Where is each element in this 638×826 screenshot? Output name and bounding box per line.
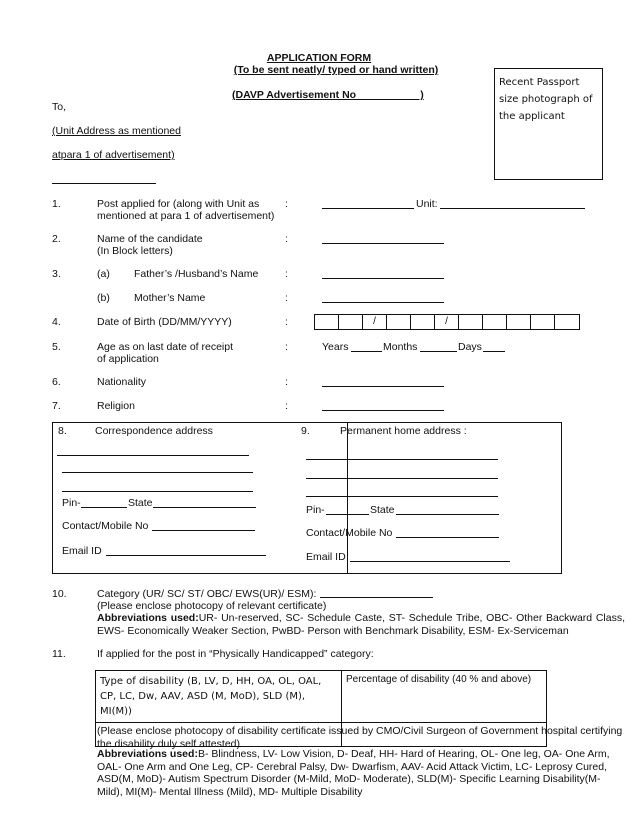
category-input[interactable] bbox=[320, 597, 433, 598]
candidate-name-input[interactable] bbox=[322, 243, 444, 244]
category-label: Category (UR/ SC/ ST/ OBC/ EWS(UR)/ ESM): bbox=[97, 588, 317, 600]
years-label: Years bbox=[322, 341, 349, 353]
field-11-number: 11. bbox=[52, 648, 66, 660]
permanent-line-3[interactable] bbox=[306, 496, 498, 497]
months-label: Months bbox=[383, 341, 418, 353]
passport-photo-box bbox=[494, 68, 603, 180]
field-2-colon: : bbox=[285, 233, 288, 245]
field-4-colon: : bbox=[285, 316, 288, 328]
permanent-state-label: State bbox=[370, 504, 395, 516]
field-2-number: 2. bbox=[52, 233, 61, 245]
field-10-number: 10. bbox=[52, 588, 67, 600]
form-title: APPLICATION FORM bbox=[266, 52, 372, 64]
field-3-number: 3. bbox=[52, 268, 61, 280]
field-3b-label: Mother’s Name bbox=[134, 292, 206, 304]
field-3a-marker: (a) bbox=[97, 268, 110, 280]
permanent-email-input[interactable] bbox=[350, 561, 510, 562]
field-7-label: Religion bbox=[97, 400, 135, 412]
permanent-line-1[interactable] bbox=[306, 459, 498, 460]
dob-cell[interactable] bbox=[339, 315, 363, 329]
field-3b-marker: (b) bbox=[97, 292, 110, 304]
disability-label: If applied for the post in “Physically Handicapped” category: bbox=[97, 648, 374, 660]
correspondence-pin-input[interactable] bbox=[81, 507, 127, 508]
permanent-line-2[interactable] bbox=[306, 478, 498, 479]
field-3b-colon: : bbox=[285, 292, 288, 304]
field-8-number: 8. bbox=[58, 425, 67, 437]
dob-cell[interactable] bbox=[411, 315, 435, 329]
field-7-number: 7. bbox=[52, 400, 61, 412]
days-label: Days bbox=[458, 341, 482, 353]
disability-abbr-text: B- Blindness, LV- Low Vision, D- Deaf, HH- Hard of Hearing, OL- One leg, OA- One Arm, OAL- One Arm and One Leg, CP- Cerebral Palsy, Dw- Dwarfism, AAV- Acid Attack Victim, LC- Leprosy Cured, ASD(M, MoD)- Autism Spectrum Disorder (M-Mild, MoD- Moderate), SLD(M)- Specific Learning Disability(M-Mild), MI(M)- Mental Illness (Mild), MD- Multiple Disability bbox=[97, 748, 610, 798]
days-input[interactable] bbox=[483, 351, 505, 352]
form-subtitle: (To be sent neatly/ typed or hand written) bbox=[233, 64, 439, 76]
field-1-colon: : bbox=[285, 198, 288, 210]
months-input[interactable] bbox=[420, 351, 457, 352]
address-divider bbox=[347, 423, 348, 573]
field-7-colon: : bbox=[285, 400, 288, 412]
unit-address-line[interactable] bbox=[52, 183, 156, 184]
field-4-number: 4. bbox=[52, 316, 61, 328]
field-3a-colon: : bbox=[285, 268, 288, 280]
father-name-input[interactable] bbox=[322, 278, 444, 279]
category-abbr-text: UR- Un-reserved, SC- Schedule Caste, ST- Schedule Tribe, OBC- Other Backward Class, EWS- Economically Weaker Section, PwBD- Person with Benchmark Disability, ESM- Ex-Serviceman bbox=[97, 612, 625, 637]
unit-input[interactable] bbox=[440, 208, 585, 209]
unit-address-line1: (Unit Address as mentioned bbox=[52, 125, 181, 137]
dob-cell[interactable] bbox=[483, 315, 507, 329]
correspondence-line-1[interactable] bbox=[57, 455, 249, 456]
correspondence-state-label: State bbox=[128, 497, 153, 509]
correspondence-email-label: Email ID bbox=[62, 545, 102, 557]
disability-abbr-title: Abbreviations used: bbox=[97, 748, 198, 760]
permanent-pin-input[interactable] bbox=[326, 514, 369, 515]
permanent-contact-label: Contact/Mobile No bbox=[306, 527, 393, 539]
field-6-colon: : bbox=[285, 376, 288, 388]
dob-cell[interactable] bbox=[507, 315, 531, 329]
correspondence-contact-input[interactable] bbox=[152, 530, 255, 531]
correspondence-line-2[interactable] bbox=[62, 472, 253, 473]
field-5-label-2: of application bbox=[97, 353, 159, 365]
category-abbreviations bbox=[97, 612, 625, 637]
field-2-label: Name of the candidate bbox=[97, 233, 203, 245]
field-5-label: Age as on last date of receipt bbox=[97, 341, 234, 353]
dob-cell[interactable] bbox=[459, 315, 483, 329]
to-label: To, bbox=[52, 101, 67, 113]
field-4-label: Date of Birth (DD/MM/YYYY) bbox=[97, 316, 232, 328]
dob-separator: / bbox=[435, 315, 459, 329]
correspondence-pin-label: Pin- bbox=[62, 497, 81, 509]
category-abbr-title: Abbreviations used: bbox=[97, 612, 199, 624]
field-3a-label: Father’s /Husband’s Name bbox=[134, 268, 259, 280]
unit-address-line2: atpara 1 of advertisement) bbox=[52, 149, 175, 161]
category-note: (Please enclose photocopy of relevant certificate) bbox=[97, 600, 327, 612]
field-6-label: Nationality bbox=[97, 376, 147, 388]
mother-name-input[interactable] bbox=[322, 302, 444, 303]
correspondence-contact-label: Contact/Mobile No bbox=[62, 520, 149, 532]
correspondence-email-input[interactable] bbox=[106, 555, 266, 556]
address-box bbox=[52, 422, 562, 574]
field-1-label-2: mentioned at para 1 of advertisement) bbox=[97, 210, 275, 222]
field-5-colon: : bbox=[285, 341, 288, 353]
field-5-number: 5. bbox=[52, 341, 61, 353]
field-2-label-2: (In Block letters) bbox=[97, 245, 173, 257]
dob-cell[interactable] bbox=[555, 315, 579, 329]
field-1-label: Post applied for (along with Unit as bbox=[97, 198, 260, 210]
permanent-email-label: Email ID bbox=[306, 551, 346, 563]
correspondence-address-label: Correspondence address bbox=[95, 425, 213, 437]
disability-note: (Please enclose photocopy of disability certificate issued by CMO/Civil Surgeon of Government hospital certifying the disability duly self attested) bbox=[97, 725, 623, 750]
photo-box-text: Recent Passport size photograph of the applicant bbox=[499, 77, 593, 122]
permanent-pin-label: Pin- bbox=[306, 504, 325, 516]
field-6-number: 6. bbox=[52, 376, 61, 388]
permanent-contact-input[interactable] bbox=[396, 537, 499, 538]
dob-cell[interactable] bbox=[315, 315, 339, 329]
disability-type-header: Type of disability (B, LV, D, HH, OA, OL, OAL, CP, LC, Dw, AAV, ASD (M, MoD), SLD (M), MI(M)) bbox=[96, 671, 342, 723]
unit-label: Unit: bbox=[416, 198, 438, 210]
years-input[interactable] bbox=[351, 351, 382, 352]
advertisement-number: (DAVP Advertisement No ) bbox=[232, 89, 424, 101]
dob-cell[interactable] bbox=[531, 315, 555, 329]
nationality-input[interactable] bbox=[322, 386, 444, 387]
religion-input[interactable] bbox=[322, 410, 444, 411]
disability-abbreviations bbox=[97, 748, 625, 798]
correspondence-line-3[interactable] bbox=[62, 491, 253, 492]
field-9-number: 9. bbox=[301, 425, 310, 437]
table-row bbox=[96, 671, 547, 723]
permanent-address-label: Permanent home address : bbox=[340, 425, 467, 437]
correspondence-state-input[interactable] bbox=[153, 507, 256, 508]
date-of-birth-boxes[interactable] bbox=[314, 314, 580, 330]
dob-separator: / bbox=[363, 315, 387, 329]
dob-cell[interactable] bbox=[387, 315, 411, 329]
post-applied-input[interactable] bbox=[322, 208, 414, 209]
field-1-number: 1. bbox=[52, 198, 61, 210]
permanent-state-input[interactable] bbox=[396, 514, 499, 515]
disability-percentage-header: Percentage of disability (40 % and above) bbox=[342, 671, 547, 723]
